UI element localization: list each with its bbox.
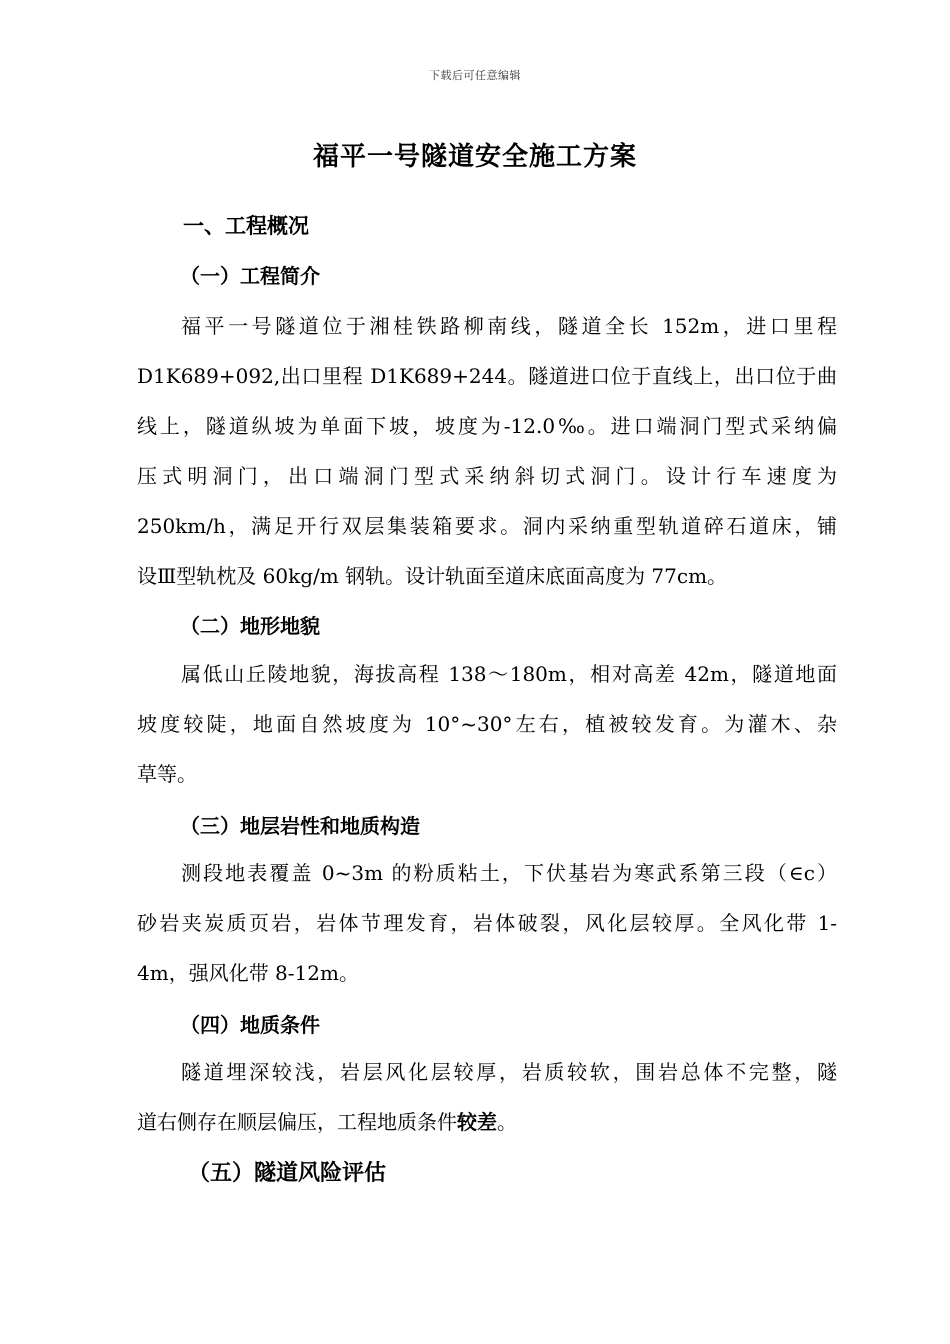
- subsection-heading-risk: （五）隧道风险评估: [188, 1161, 387, 1186]
- subsection-heading-lithology: （三）地层岩性和地质构造: [180, 814, 420, 838]
- bold-text: 较差: [457, 1110, 497, 1134]
- text-line: 砂岩夹炭质页岩，岩体节理发育，岩体破裂，风化层较厚。全风化带 1-: [137, 911, 837, 935]
- text-line: 坡度较陡，地面自然坡度为 10°~30°左右，植被较发育。为灌木、杂: [137, 712, 837, 736]
- text-line: 设Ⅲ型轨枕及 60kg/m 钢轨。设计轨面至道床底面高度为 77cm。: [137, 564, 728, 588]
- subsection-heading-intro: （一）工程简介: [180, 264, 320, 288]
- header-watermark: 下载后可任意编辑: [429, 69, 521, 82]
- text-line: [137, 1097, 837, 1147]
- paragraph-terrain: [137, 649, 837, 799]
- text-segment: 道右侧存在顺层偏压，工程地质条件: [137, 1110, 457, 1134]
- page-title: 福平一号隧道安全施工方案: [312, 142, 637, 172]
- text-line: D1K689+092,出口里程 D1K689+244。隧道进口位于直线上，出口位于曲: [137, 364, 837, 388]
- text-line: 250km/h，满足开行双层集装箱要求。洞内采纳重型轨道碎石道床，铺: [137, 514, 837, 538]
- section-heading-overview: 一、工程概况: [183, 214, 309, 238]
- text-line: 草等。: [137, 762, 197, 786]
- text-line: 压式明洞门，出口端洞门型式采纳斜切式洞门。设计行车速度为: [137, 464, 837, 488]
- subsection-heading-terrain: （二）地形地貌: [180, 614, 320, 638]
- text-line: 属低山丘陵地貌，海拔高程 138～180m，相对高差 42m，隧道地面: [181, 662, 837, 686]
- paragraph-intro: [137, 301, 837, 601]
- paragraph-geology: [137, 1047, 837, 1147]
- text-line: 4m，强风化带 8-12m。: [137, 961, 359, 985]
- subsection-heading-geology: （四）地质条件: [180, 1013, 320, 1037]
- text-segment: 。: [497, 1110, 517, 1134]
- paragraph-lithology: [137, 848, 837, 998]
- text-line: 隧道埋深较浅，岩层风化层较厚，岩质较软，围岩总体不完整，隧: [181, 1060, 837, 1084]
- text-line: 测段地表覆盖 0~3m 的粉质粘土，下伏基岩为寒武系第三段（∈c）: [181, 861, 837, 885]
- text-line: 线上，隧道纵坡为单面下坡，坡度为-12.0‰。进口端洞门型式采纳偏: [137, 414, 837, 438]
- text-line: 福平一号隧道位于湘桂铁路柳南线，隧道全长 152m，进口里程: [181, 314, 837, 338]
